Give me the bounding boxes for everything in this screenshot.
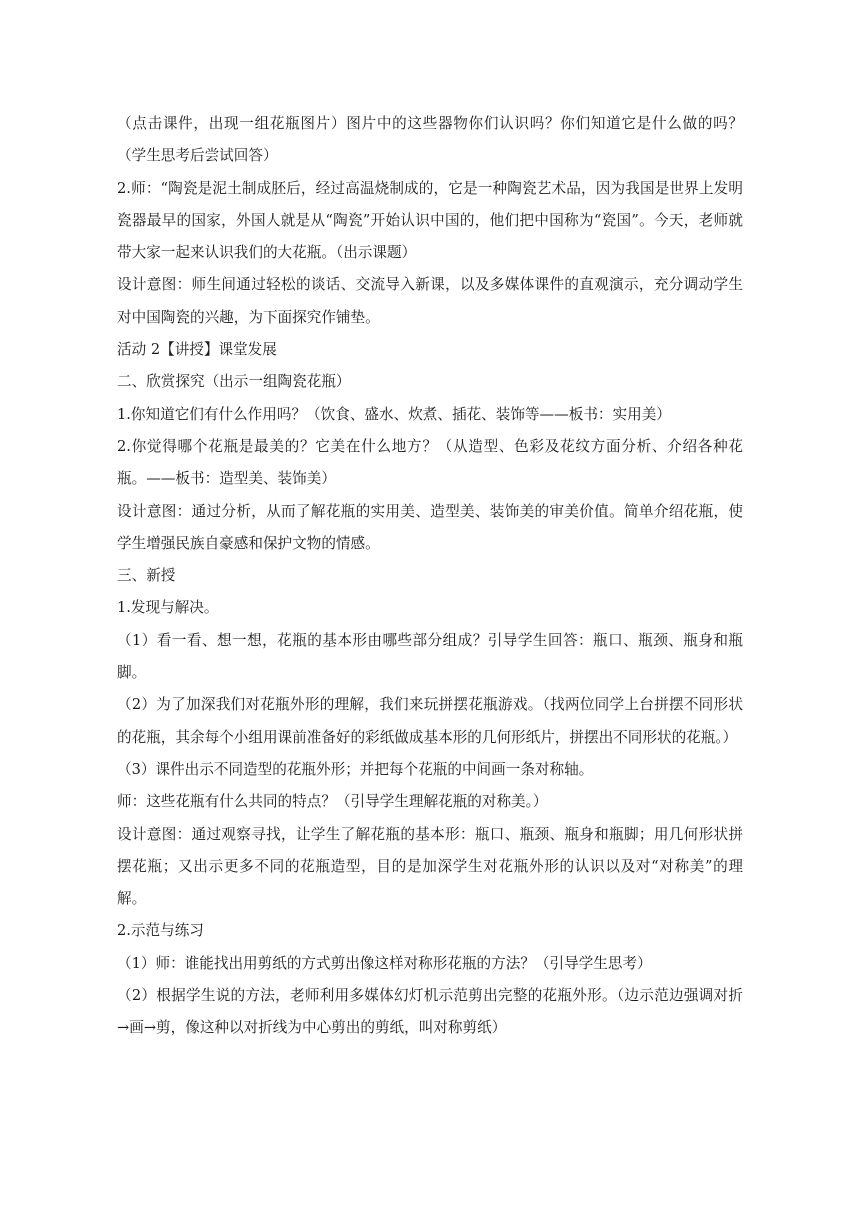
paragraph-step-1: （1）看一看、想一想，花瓶的基本形由哪些部分组成？引导学生回答：瓶口、瓶颈、瓶身和瓶脚。: [117, 631, 743, 682]
paragraph-teacher-question-symmetry: 师：这些花瓶有什么共同的特点？（引导学生理解花瓶的对称美。）: [117, 793, 548, 811]
paragraph-design-intent-2: 设计意图：通过分析，从而了解花瓶的实用美、造型美、装饰美的审美价值。简单介绍花瓶，使学生增强民族自豪感和保护文物的情感。: [117, 502, 743, 552]
paragraph-activity-2-heading: 活动 2【讲授】课堂发展: [117, 341, 277, 359]
paragraph-intro-question: （点击课件，出现一组花瓶图片）图片中的这些器物你们认识吗？你们知道它是什么做的吗？（学生思考后尝试回答）: [117, 115, 743, 165]
paragraph-design-intent-3: 设计意图：通过观察寻找，让学生了解花瓶的基本形：瓶口、瓶颈、瓶身和瓶脚；用几何形状拼摆花瓶；又出示更多不同的花瓶造型，目的是加深学生对花瓶外形的认识以及对“对称美”的理解。: [117, 825, 743, 908]
paragraph-demo-step-2: （2）根据学生说的方法，老师利用多媒体幻灯机示范剪出完整的花瓶外形。（边示范边强调对折→画→剪，像这种以对折线为中心剪出的剪纸，叫对称剪纸）: [117, 987, 743, 1037]
paragraph-step-3: （3）课件出示不同造型的花瓶外形；并把每个花瓶的中间画一条对称轴。: [117, 760, 594, 778]
document-body: [117, 108, 743, 1045]
paragraph-teacher-ceramics: 2.师：“陶瓷是泥土制成胚后，经过高温烧制成的，它是一种陶瓷艺术品，因为我国是世界上发明瓷器最早的国家，外国人就是从“陶瓷”开始认识中国的，他们把中国称为“瓷国”。今天，老师就带大家一起来认识我们的大花瓶。（出示课题）: [117, 179, 743, 262]
paragraph-section-3-heading: 三、新授: [117, 567, 176, 585]
paragraph-demo-practice-heading: 2.示范与练习: [117, 922, 204, 940]
paragraph-design-intent-1: 设计意图：师生间通过轻松的谈话、交流导入新课，以及多媒体课件的直观演示，充分调动学生对中国陶瓷的兴趣，为下面探究作铺垫。: [117, 276, 743, 326]
paragraph-question-function: 1.你知道它们有什么作用吗？（饮食、盛水、炊煮、插花、装饰等——板书：实用美）: [117, 405, 671, 423]
paragraph-step-2: （2）为了加深我们对花瓶外形的理解，我们来玩拼摆花瓶游戏。（找两位同学上台拼摆不同形状的花瓶，其余每个小组用课前准备好的彩纸做成基本形的几何形纸片，拼摆出不同形状的花瓶。）: [117, 696, 743, 746]
paragraph-question-beauty: 2.你觉得哪个花瓶是最美的？它美在什么地方？（从造型、色彩及花纹方面分析、介绍各种花瓶。——板书：造型美、装饰美）: [117, 437, 743, 488]
paragraph-demo-step-1: （1）师：谁能找出用剪纸的方式剪出像这样对称形花瓶的方法？（引导学生思考）: [117, 954, 652, 972]
paragraph-discover-solve: 1.发现与解决。: [117, 599, 219, 617]
paragraph-section-2-heading: 二、欣赏探究（出示一组陶瓷花瓶）: [117, 373, 351, 391]
